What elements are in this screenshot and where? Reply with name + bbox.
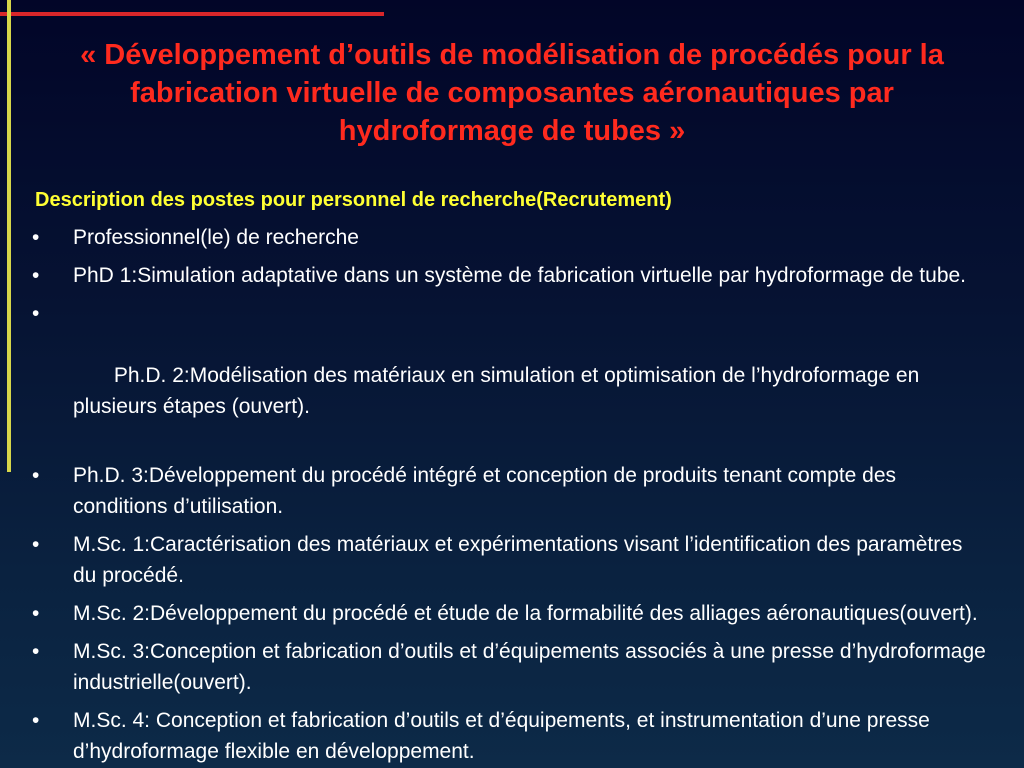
bullet-icon: • [32, 709, 40, 732]
bullet-item-phd-2 [30, 298, 990, 453]
bullet-item-professionnel [30, 222, 990, 253]
red-accent-line [0, 12, 384, 16]
bullet-text: M.Sc. 4: Conception et fabrication d’outils et d’équipements, et instrumentation d’une presse d’hydroformage flexible en développement. [73, 709, 930, 763]
bullet-item-msc-3 [30, 636, 990, 698]
bullet-icon: • [32, 533, 40, 556]
bullet-text: Ph.D. 3:Développement du procédé intégré et conception de produits tenant compte des conditions d’utilisation. [73, 464, 897, 518]
bullet-text: Ph.D. 2:Modélisation des matériaux en simulation et optimisation de l’hydroformage en plusieurs étapes (ouvert). [73, 364, 926, 418]
bullet-item-phd-1 [30, 260, 990, 291]
bullet-text: M.Sc. 2:Développement du procédé et étude de la formabilité des alliages aéronautiques(ouvert). [73, 602, 978, 625]
bullet-icon: • [32, 464, 40, 487]
bullet-item-msc-2 [30, 598, 990, 629]
bullet-list [30, 222, 990, 768]
section-heading: Description des postes pour personnel de recherche(Recrutement) [35, 189, 672, 211]
bullet-icon: • [32, 602, 40, 625]
slide-title: « Développement d’outils de modélisation de procédés pour la fabrication virtuelle de composantes aéronautiques par hydroformage de tubes » [80, 39, 944, 147]
bullet-text: PhD 1:Simulation adaptative dans un système de fabrication virtuelle par hydroformage de tube. [73, 264, 967, 287]
bullet-text: M.Sc. 3:Conception et fabrication d’outils et d’équipements associés à une presse d’hydroformage industrielle(ouvert). [73, 640, 986, 694]
yellow-accent-line [7, 0, 11, 472]
bullet-text: Professionnel(le) de recherche [73, 226, 359, 249]
bullet-icon: • [32, 264, 40, 287]
bullet-text: M.Sc. 1:Caractérisation des matériaux et expérimentations visant l’identification des paramètres du procédé. [73, 533, 963, 587]
bullet-item-phd-3 [30, 460, 990, 522]
bullet-item-msc-4 [30, 705, 990, 767]
bullet-icon: • [32, 226, 40, 249]
bullet-item-msc-1 [30, 529, 990, 591]
bullet-icon: • [32, 302, 40, 325]
bullet-icon: • [32, 640, 40, 663]
